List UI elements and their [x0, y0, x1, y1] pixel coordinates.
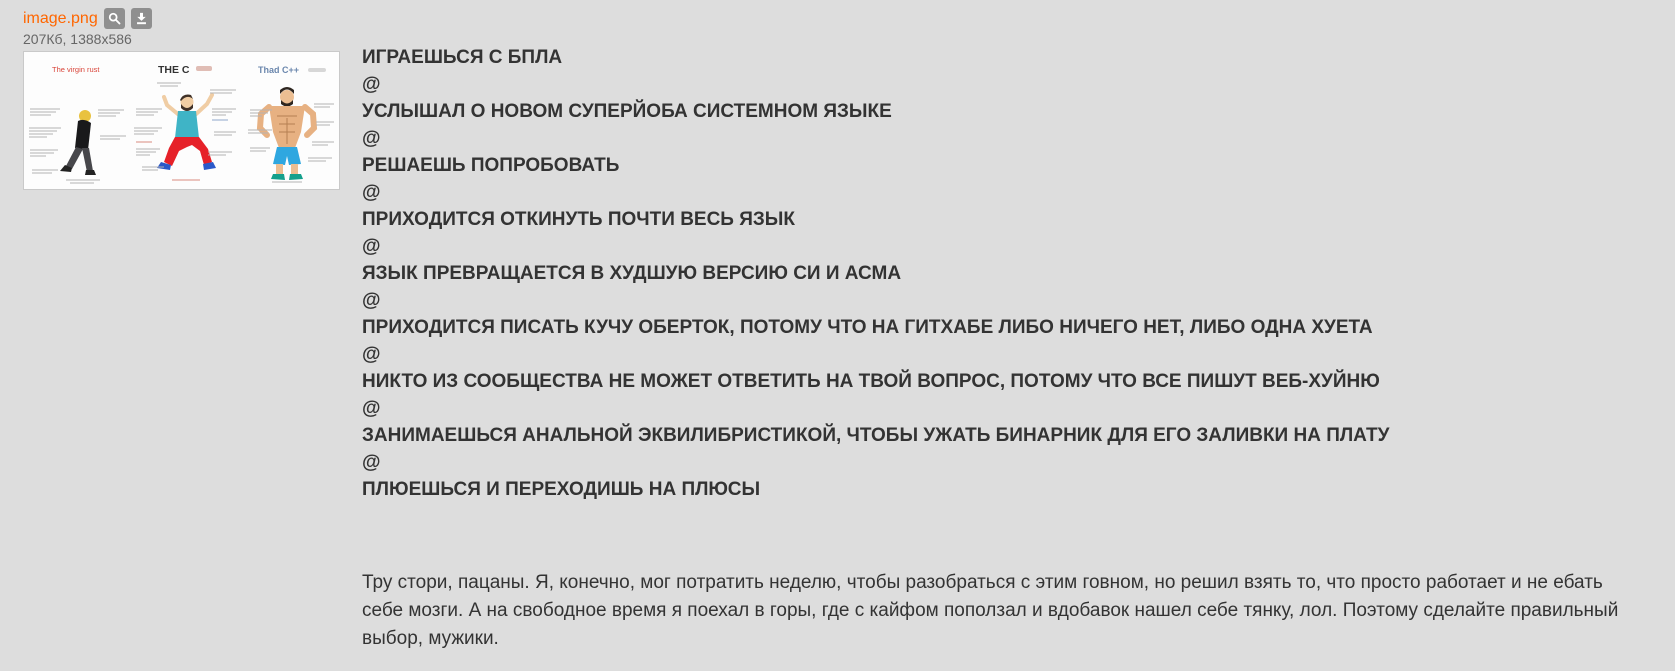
- greentext-line: УСЛЫШАЛ О НОВОМ СУПЕРЙОБА СИСТЕМНОМ ЯЗЫКЕ: [362, 101, 892, 122]
- caption-faded-right: [308, 68, 326, 72]
- caption-virgin-rust: The virgin rust: [52, 65, 100, 74]
- greentext-line: ПРИХОДИТСЯ ПИСАТЬ КУЧУ ОБЕРТОК, ПОТОМУ ЧТО НА ГИТХАБЕ ЛИБО НИЧЕГО НЕТ, ЛИБО ОДНА ХУЕТА: [362, 317, 1373, 338]
- greentext-line: НИКТО ИЗ СООБЩЕСТВА НЕ МОЖЕТ ОТВЕТИТЬ НА ТВОЙ ВОПРОС, ПОТОМУ ЧТО ВСЕ ПИШУТ ВЕБ-ХУЙНЮ: [362, 371, 1380, 392]
- greentext-at-line: @: [362, 452, 381, 473]
- greentext-at-line: @: [362, 398, 381, 419]
- caption-thad-cpp: Thad C++: [258, 65, 300, 75]
- meme-thumbnail-svg: [24, 52, 339, 189]
- greentext-line: ПРИХОДИТСЯ ОТКИНУТЬ ПОЧТИ ВЕСЬ ЯЗЫК: [362, 209, 796, 230]
- greentext-at-line: @: [362, 182, 381, 203]
- file-name-link[interactable]: image.png: [23, 9, 98, 27]
- greentext-at-line: @: [362, 74, 381, 95]
- greentext-line: ЯЗЫК ПРЕВРАЩАЕТСЯ В ХУДШУЮ ВЕРСИЮ СИ И АСМА: [362, 263, 902, 284]
- greentext-line: РЕШАЕШЬ ПОПРОБОВАТЬ: [362, 155, 620, 176]
- greentext-at-line: @: [362, 290, 381, 311]
- post-message: [362, 44, 1674, 653]
- greentext-at-line: @: [362, 344, 381, 365]
- file-attachment: [23, 8, 340, 190]
- greentext-at-line: @: [362, 128, 381, 149]
- thumbnail-image[interactable]: [23, 51, 340, 190]
- file-meta: 207Кб, 1388x586: [23, 31, 132, 47]
- greentext-line: ПЛЮЕШЬСЯ И ПЕРЕХОДИШЬ НА ПЛЮСЫ: [362, 479, 761, 500]
- search-icon: [108, 12, 121, 25]
- story-paragraph: Тру стори, пацаны. Я, конечно, мог потратить неделю, чтобы разобраться с этим говном, но решил взять то, что просто работает и не ебать себе мозги. А на свободное время я поехал в горы, где с кайфом поползал и вдобавок нашел себе тянку, лол. Поэтому сделайте правильный выбор, мужики.: [362, 572, 1619, 649]
- file-header: [23, 8, 340, 29]
- caption-faded-center: [196, 66, 212, 71]
- caption-the-c: THE C: [158, 64, 190, 76]
- greentext-block: [362, 44, 1674, 503]
- greentext-line: ИГРАЕШЬСЯ С БПЛА: [362, 47, 563, 68]
- search-button[interactable]: [104, 8, 125, 29]
- greentext-at-line: @: [362, 236, 381, 257]
- download-icon: [135, 12, 148, 25]
- download-button[interactable]: [131, 8, 152, 29]
- greentext-line: ЗАНИМАЕШЬСЯ АНАЛЬНОЙ ЭКВИЛИБРИСТИКОЙ, ЧТОБЫ УЖАТЬ БИНАРНИК ДЛЯ ЕГО ЗАЛИВКИ НА ПЛАТУ: [362, 425, 1390, 446]
